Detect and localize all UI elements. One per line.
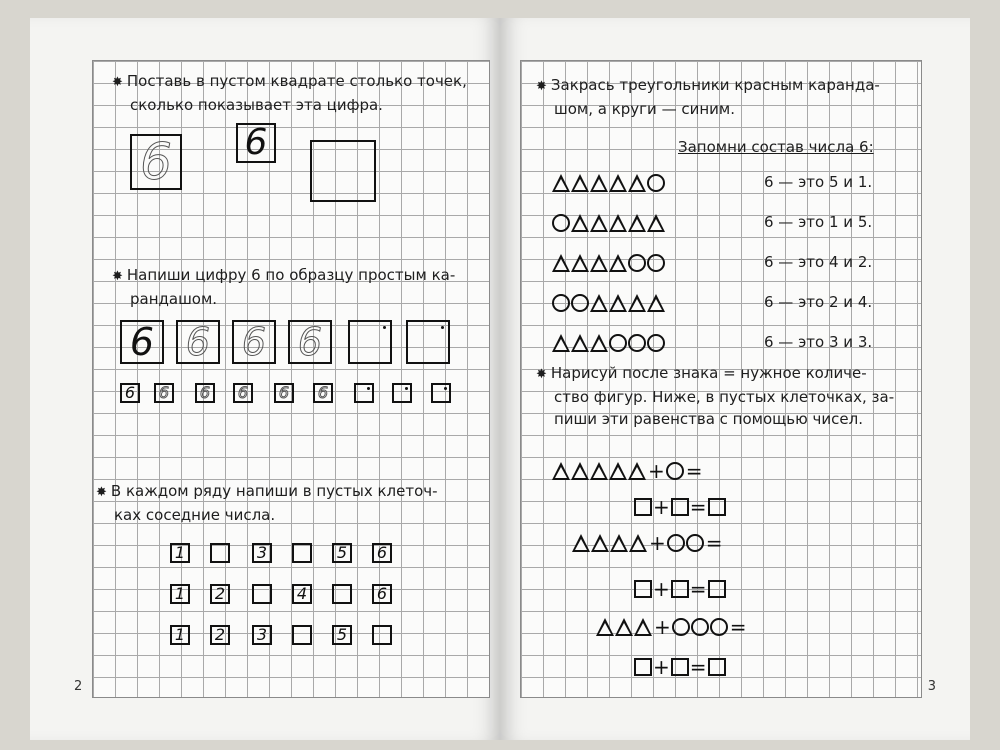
number-fact: 6 — это 1 и 5. [764,213,873,231]
triangle-icon[interactable] [609,254,627,272]
right-page [500,18,970,740]
number-fact: 6 — это 3 и 3. [764,333,873,351]
triangle-icon [591,534,609,552]
number-value: 6 [376,543,388,562]
number-cell[interactable] [292,625,312,645]
circle-icon[interactable] [628,334,646,352]
number-cell [170,543,190,563]
start-dot [405,387,408,390]
number-cell [170,625,190,645]
answer-box[interactable] [634,658,652,676]
number-value: 2 [214,625,226,644]
equation-row [634,495,726,519]
writing-box: 6 [120,320,164,364]
triangle-icon[interactable] [590,254,608,272]
start-dot [444,387,447,390]
shape-row [552,214,666,232]
circle-icon[interactable] [609,334,627,352]
triangle-icon[interactable] [590,174,608,192]
answer-box[interactable] [634,498,652,516]
equation-row [552,459,704,483]
triangle-icon[interactable] [552,254,570,272]
shape-row [552,254,666,272]
circle-icon [686,534,704,552]
small-writing-box[interactable]: 6 [233,383,253,403]
task1-instruction: ✸ Поставь в пустом квадрате столько точек, сколько показывает эта цифра. [112,72,467,114]
number-cell [252,625,272,645]
circle-icon[interactable] [647,174,665,192]
number-cell [210,625,230,645]
number-cell [170,584,190,604]
circle-icon [710,618,728,636]
equation-row [572,531,724,555]
triangle-icon [628,462,646,480]
small-writing-box[interactable]: 6 [313,383,333,403]
start-dot [441,326,444,329]
triangle-icon [609,462,627,480]
left-page [30,18,500,740]
page-number: 3 [927,679,936,694]
writing-box[interactable]: 6 [288,320,332,364]
triangle-icon[interactable] [590,214,608,232]
triangle-icon[interactable] [647,294,665,312]
number-value: 3 [256,543,268,562]
triangle-icon[interactable] [609,294,627,312]
answer-box[interactable] [708,580,726,598]
small-writing-box[interactable]: 6 [195,383,215,403]
answer-box[interactable] [708,658,726,676]
number-cell [252,543,272,563]
shape-row [552,174,666,192]
number-value: 1 [174,543,186,562]
circle-icon [667,534,685,552]
triangle-icon [629,534,647,552]
equation-row [596,615,748,639]
number-cell[interactable] [292,543,312,563]
task3-instruction: ✸ В каждом ряду напиши в пустых клеточ- ках соседние числа. [96,482,438,524]
triangle-icon[interactable] [609,174,627,192]
equals-sign: = [689,577,707,601]
triangle-icon [571,462,589,480]
equation-row [634,577,726,601]
plus-sign: + [654,615,671,639]
plus-sign: + [649,531,666,555]
triangle-icon[interactable] [647,214,665,232]
triangle-icon[interactable] [590,294,608,312]
answer-box[interactable] [671,498,689,516]
triangle-icon[interactable] [571,254,589,272]
number-cell[interactable] [372,625,392,645]
number-value: 1 [174,584,186,603]
small-writing-box: 6 [120,383,140,403]
triangle-icon[interactable] [628,174,646,192]
circle-icon [672,618,690,636]
triangle-icon[interactable] [571,334,589,352]
number-value: 6 [376,584,388,603]
number-cell [372,543,392,563]
answer-box[interactable] [634,580,652,598]
task2-instruction: ✸ Нарисуй после знака = нужное количе- ство фигур. Ниже, в пустых клеточках, за- пиши эти равенства с помощью чисел. [536,364,895,428]
number-value: 4 [296,584,308,603]
number-value: 2 [214,584,226,603]
number-cell[interactable] [210,543,230,563]
number-value: 3 [256,625,268,644]
equals-sign: = [689,655,707,679]
plus-sign: + [653,495,670,519]
writing-box[interactable]: 6 [232,320,276,364]
writing-box-empty[interactable] [348,320,392,364]
writing-box-empty[interactable] [406,320,450,364]
star-icon: ✸ [112,269,123,284]
digit-box-small: 6 [236,123,276,163]
page-number: 2 [74,679,83,694]
triangle-icon[interactable] [552,334,570,352]
circle-icon [666,462,684,480]
circle-icon[interactable] [628,254,646,272]
start-dot [383,326,386,329]
small-writing-box[interactable]: 6 [154,383,174,403]
number-cell[interactable] [252,584,272,604]
circle-icon[interactable] [552,214,570,232]
sample-digit-box: 6 [130,134,182,190]
plus-sign: + [653,655,670,679]
small-writing-box-empty[interactable] [431,383,451,403]
circle-icon[interactable] [647,254,665,272]
number-cell [332,543,352,563]
writing-box[interactable]: 6 [176,320,220,364]
triangle-icon[interactable] [609,214,627,232]
star-icon: ✸ [112,75,123,90]
task2-instruction: ✸ Напиши цифру 6 по образцу простым ка- рандашом. [112,266,456,308]
number-fact: 6 — это 2 и 4. [764,293,873,311]
circle-icon[interactable] [552,294,570,312]
triangle-icon [572,534,590,552]
small-writing-box-empty[interactable] [354,383,374,403]
triangle-icon[interactable] [628,294,646,312]
number-cell [292,584,312,604]
number-cell [210,584,230,604]
task1-instruction: ✸ Закрась треугольники красным каранда- шом, а круги — синим. [536,76,880,118]
number-value: 5 [336,543,348,562]
triangle-icon[interactable] [552,174,570,192]
star-icon: ✸ [536,367,547,382]
workbook-spread [30,18,970,740]
answer-box[interactable] [708,498,726,516]
star-icon: ✸ [96,485,107,500]
triangle-icon [610,534,628,552]
number-value: 1 [174,625,186,644]
number-fact: 6 — это 5 и 1. [764,173,873,191]
plus-sign: + [648,459,665,483]
triangle-icon [596,618,614,636]
shape-row [552,294,666,312]
circle-icon [691,618,709,636]
plus-sign: + [653,577,670,601]
answer-box[interactable] [671,658,689,676]
circle-icon[interactable] [647,334,665,352]
equals-sign: = [685,459,703,483]
circle-icon[interactable] [571,294,589,312]
small-writing-box-empty[interactable] [392,383,412,403]
number-fact: 6 — это 4 и 2. [764,253,873,271]
number-cell[interactable] [332,584,352,604]
equals-sign: = [705,531,723,555]
small-writing-box[interactable]: 6 [274,383,294,403]
triangle-icon[interactable] [571,174,589,192]
shape-row [552,334,666,352]
triangle-icon [634,618,652,636]
triangle-icon[interactable] [571,214,589,232]
start-dot [367,387,370,390]
answer-box[interactable] [671,580,689,598]
empty-dot-box[interactable] [310,140,376,202]
number-cell [372,584,392,604]
star-icon: ✸ [536,79,547,94]
triangle-icon[interactable] [590,334,608,352]
equation-row [634,655,726,679]
remember-heading: Запомни состав числа 6: [678,138,874,156]
number-value: 5 [336,625,348,644]
number-cell [332,625,352,645]
triangle-icon [590,462,608,480]
triangle-icon [615,618,633,636]
equals-sign: = [689,495,707,519]
triangle-icon [552,462,570,480]
triangle-icon[interactable] [628,214,646,232]
equals-sign: = [729,615,747,639]
